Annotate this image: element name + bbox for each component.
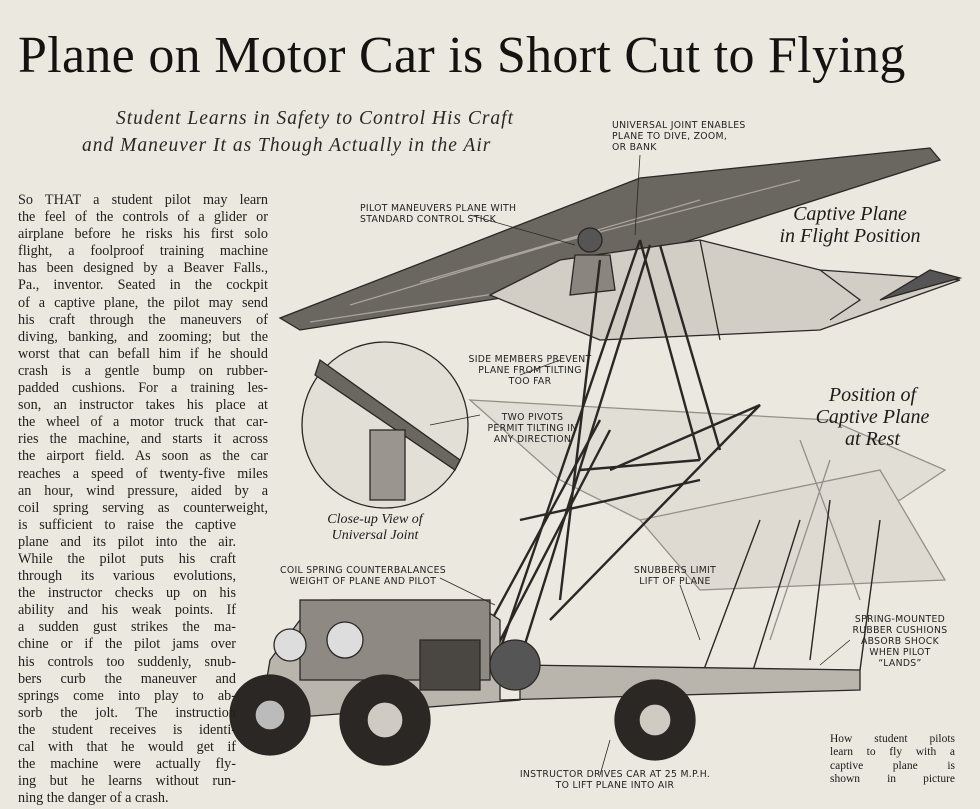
body-line: plane and its pilot into the air. (18, 533, 236, 550)
body-line: worst that can befall him if he should (18, 345, 268, 362)
picture-caption (830, 733, 955, 787)
body-line: diving, banking, and zooming; but the (18, 328, 268, 345)
body-line: So THAT a student pilot may learn (18, 192, 268, 208)
body-line: Pa., inventor. Seated in the cockpit (18, 277, 268, 294)
body-line: sorb the jolt. The instruction (18, 704, 236, 721)
label-line: SIDE MEMBERS PREVENT (468, 354, 592, 365)
label-line: ABSORB SHOCK (861, 636, 939, 647)
body-line: ries the machine, and starts it across (18, 431, 268, 448)
subtitle-line-1: Student Learns in Safety to Control His Craft (116, 108, 514, 129)
script-line: in Flight Position (779, 225, 921, 247)
body-line: coil spring serving as counterweight, (18, 499, 268, 516)
label-line: TO LIFT PLANE INTO AIR (555, 780, 675, 791)
body-line: the instructor checks up on his (18, 585, 236, 602)
subtitle-line-2: and Maneuver It as Though Actually in the Air (82, 135, 492, 156)
label-line: WHEN PILOT (869, 647, 931, 658)
label-line: SNUBBERS LIMIT (633, 565, 717, 576)
body-line: ing but he learns without run- (18, 773, 236, 790)
label-line: WEIGHT OF PLANE AND PILOT (289, 576, 437, 587)
label-line: PLANE TO DIVE, ZOOM, (612, 131, 728, 142)
label-line: INSTRUCTOR DRIVES CAR AT 25 M.P.H. (519, 769, 711, 780)
caption-line: shown in picture (830, 773, 955, 786)
body-line: airplane before he risks his first solo (18, 226, 268, 243)
label-line: ANY DIRECTION (493, 434, 572, 445)
label-spring-mounted (840, 614, 960, 669)
body-line: springs come into play to ab- (18, 687, 236, 704)
body-line: cal with that he would get if (18, 739, 236, 755)
body-line: reaches a speed of twenty-five miles (18, 465, 268, 482)
label-universal-joint (612, 120, 746, 153)
label-line: COIL SPRING COUNTERBALANCES (280, 565, 446, 576)
body-line: the student receives is identi- (18, 721, 236, 738)
article-title: Plane on Motor Car is Short Cut to Flying (18, 27, 906, 84)
body-line: flight, a foolproof training machine (18, 243, 268, 260)
label-line: UNIVERSAL JOINT ENABLES (612, 120, 746, 131)
label-coil-spring (258, 565, 468, 587)
body-line: the machine were actually fly- (18, 756, 236, 773)
label-line: LIFT OF PLANE (639, 576, 711, 587)
article-body (18, 192, 268, 807)
body-line: chine or if the pilot jams over (18, 636, 236, 653)
label-line: PILOT MANEUVERS PLANE WITH (360, 203, 517, 214)
script-flight-position (740, 203, 960, 247)
caption-line: captive plane is (830, 759, 955, 772)
body-line: of a captive plane, the pilot may send (18, 294, 268, 311)
body-line: has been designed by a Beaver Falls., (18, 260, 268, 277)
body-line: through its various evolutions, (18, 568, 236, 585)
script-rest-position (780, 384, 965, 450)
script-closeup (295, 512, 455, 544)
script-line: Captive Plane (793, 203, 907, 225)
label-line: PLANE FROM TILTING (478, 365, 582, 376)
body-line: a sudden gust strikes the ma- (18, 619, 236, 636)
script-line: Universal Joint (331, 528, 419, 543)
label-instructor (500, 769, 730, 791)
body-line: ability and his weak points. If (18, 602, 236, 619)
body-line: ning the danger of a crash. (18, 790, 169, 807)
caption-line: learn to fly with a (830, 746, 955, 759)
label-line: TWO PIVOTS (501, 412, 564, 423)
body-line: the airport field. As soon as the car (18, 448, 268, 465)
body-line: an hour, wind pressure, aided by a (18, 482, 268, 499)
body-line: the feel of the controls of a glider or (18, 209, 268, 226)
script-line: Close-up View of (327, 512, 423, 527)
body-line: his controls too suddenly, snub- (18, 653, 236, 670)
label-line: SPRING-MOUNTED (854, 614, 946, 625)
label-line: PERMIT TILTING IN (487, 423, 578, 434)
label-snubbers (625, 565, 725, 587)
body-line: his craft through the maneuvers of (18, 311, 268, 328)
label-line: RUBBER CUSHIONS (852, 625, 948, 636)
label-line: TOO FAR (508, 376, 552, 387)
label-line: STANDARD CONTROL STICK (360, 214, 496, 225)
body-line: crash is a gentle bump on rubber- (18, 362, 268, 379)
body-line: padded cushions. For a training les- (18, 380, 268, 397)
body-line: bers curb the maneuver and (18, 670, 236, 687)
caption-line: How student pilots (830, 733, 955, 745)
label-line: “LANDS” (878, 658, 922, 669)
label-line: OR BANK (612, 142, 657, 153)
label-two-pivots (470, 412, 595, 445)
script-line: Position of (828, 384, 917, 406)
body-line: While the pilot puts his craft (18, 550, 236, 567)
body-line: the wheel of a motor truck that car- (18, 414, 268, 431)
script-line: Captive Plane (815, 406, 930, 428)
script-line: at Rest (845, 428, 900, 450)
body-line: son, an instructor takes his place at (18, 397, 268, 414)
label-side-members (455, 354, 605, 387)
label-pilot-maneuvers (360, 203, 516, 225)
body-line: is sufficient to raise the captive (18, 516, 236, 533)
